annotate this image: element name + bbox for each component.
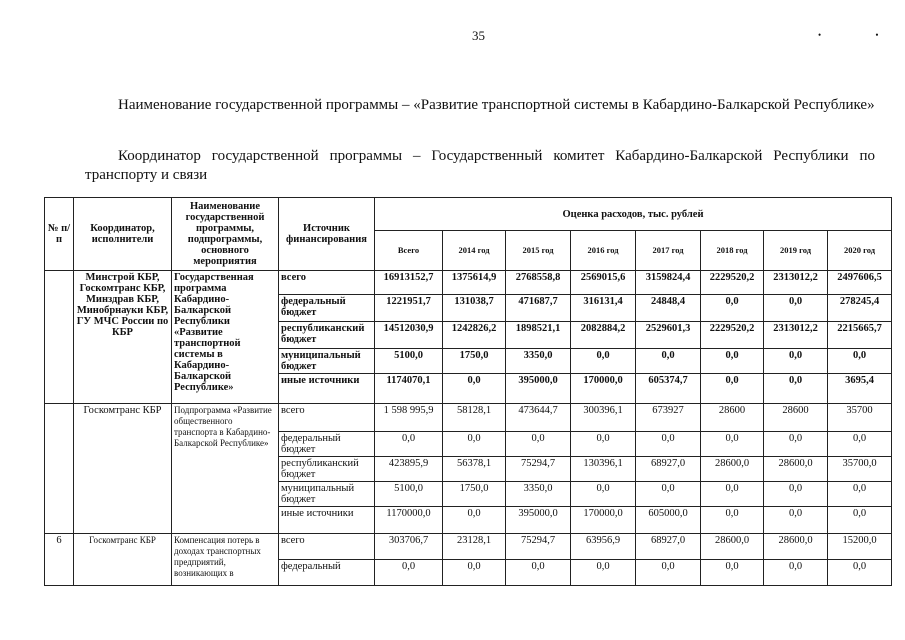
value-cell: 1170000,0 — [375, 507, 443, 534]
value-cell: 1750,0 — [443, 482, 506, 507]
value-cell: 471687,7 — [506, 295, 571, 322]
value-cell: 0,0 — [506, 432, 571, 457]
value-cell: 3695,4 — [828, 374, 892, 404]
value-cell: 28600,0 — [764, 457, 828, 482]
source-cell: федеральный бюджет — [279, 432, 375, 457]
value-cell: 56378,1 — [443, 457, 506, 482]
source-cell: муниципальный бюджет — [279, 349, 375, 374]
source-cell: муниципальный бюджет — [279, 482, 375, 507]
value-cell: 0,0 — [828, 482, 892, 507]
value-cell: 3350,0 — [506, 349, 571, 374]
value-cell: 473644,7 — [506, 404, 571, 432]
value-cell: 0,0 — [701, 432, 764, 457]
value-cell: 0,0 — [701, 374, 764, 404]
value-cell: 423895,9 — [375, 457, 443, 482]
value-cell: 0,0 — [764, 349, 828, 374]
value-cell: 1 598 995,9 — [375, 404, 443, 432]
header-program: Наименование государственной программы, подпрограммы, основного мероприятия — [172, 198, 279, 271]
header-year-2015: 2015 год — [506, 231, 571, 271]
value-cell: 0,0 — [828, 560, 892, 586]
value-cell: 35700,0 — [828, 457, 892, 482]
value-cell: 0,0 — [506, 560, 571, 586]
header-year-2014: 2014 год — [443, 231, 506, 271]
value-cell: 0,0 — [701, 482, 764, 507]
source-cell: республиканский бюджет — [279, 457, 375, 482]
value-cell: 0,0 — [701, 560, 764, 586]
value-cell: 0,0 — [443, 507, 506, 534]
value-cell: 2313012,2 — [764, 271, 828, 295]
value-cell: 303706,7 — [375, 534, 443, 560]
value-cell: 63956,9 — [571, 534, 636, 560]
value-cell: 75294,7 — [506, 534, 571, 560]
value-cell: 2229520,2 — [701, 271, 764, 295]
source-cell: всего — [279, 271, 375, 295]
header-year-total: Всего — [375, 231, 443, 271]
value-cell: 131038,7 — [443, 295, 506, 322]
value-cell: 1221951,7 — [375, 295, 443, 322]
value-cell: 3159824,4 — [636, 271, 701, 295]
value-cell: 3350,0 — [506, 482, 571, 507]
value-cell: 0,0 — [701, 507, 764, 534]
value-cell: 170000,0 — [571, 507, 636, 534]
value-cell: 2768558,8 — [506, 271, 571, 295]
value-cell: 68927,0 — [636, 457, 701, 482]
value-cell: 1898521,1 — [506, 322, 571, 349]
value-cell: 0,0 — [636, 560, 701, 586]
value-cell: 0,0 — [443, 432, 506, 457]
value-cell: 0,0 — [828, 507, 892, 534]
program-cell: Подпрограмма «Развитие общественного транспорта в Кабардино-Балкарской Республике» — [172, 404, 279, 534]
value-cell: 0,0 — [571, 560, 636, 586]
coordinator-cell: Минстрой КБР, Госкомтранс КБР, Минздрав КБР, Минобрнауки КБР, ГУ МЧС России по КБР — [74, 271, 172, 404]
source-cell: федеральный — [279, 560, 375, 586]
value-cell: 1242826,2 — [443, 322, 506, 349]
value-cell: 5100,0 — [375, 349, 443, 374]
table-row — [45, 271, 892, 295]
program-cell: Компенсация потерь в доходах транспортных предприятий, возникающих в — [172, 534, 279, 586]
source-cell: иные источники — [279, 374, 375, 404]
source-cell: федеральный бюджет — [279, 295, 375, 322]
table-row — [45, 404, 892, 432]
value-cell: 1750,0 — [443, 349, 506, 374]
value-cell: 0,0 — [764, 374, 828, 404]
value-cell: 2215665,7 — [828, 322, 892, 349]
table-row — [45, 534, 892, 560]
value-cell: 0,0 — [571, 482, 636, 507]
value-cell: 0,0 — [764, 560, 828, 586]
value-cell: 75294,7 — [506, 457, 571, 482]
source-cell: всего — [279, 534, 375, 560]
value-cell: 0,0 — [571, 432, 636, 457]
value-cell: 2082884,2 — [571, 322, 636, 349]
value-cell: 0,0 — [443, 374, 506, 404]
header-source: Источник финансирования — [279, 198, 375, 271]
value-cell: 23128,1 — [443, 534, 506, 560]
row-number: 6 — [45, 534, 74, 586]
value-cell: 605000,0 — [636, 507, 701, 534]
value-cell: 5100,0 — [375, 482, 443, 507]
header-num: № п/п — [45, 198, 74, 271]
value-cell: 0,0 — [701, 295, 764, 322]
value-cell: 0,0 — [571, 349, 636, 374]
value-cell: 58128,1 — [443, 404, 506, 432]
value-cell: 28600 — [701, 404, 764, 432]
header-year-2018: 2018 год — [701, 231, 764, 271]
value-cell: 16913152,7 — [375, 271, 443, 295]
source-cell: всего — [279, 404, 375, 432]
value-cell: 1174070,1 — [375, 374, 443, 404]
value-cell: 28600,0 — [701, 457, 764, 482]
value-cell: 278245,4 — [828, 295, 892, 322]
source-cell: иные источники — [279, 507, 375, 534]
page-number: 35 — [472, 28, 485, 43]
value-cell: 673927 — [636, 404, 701, 432]
value-cell: 395000,0 — [506, 374, 571, 404]
value-cell: 2497606,5 — [828, 271, 892, 295]
value-cell: 0,0 — [764, 507, 828, 534]
value-cell: 0,0 — [636, 432, 701, 457]
value-cell: 2569015,6 — [571, 271, 636, 295]
value-cell: 1375614,9 — [443, 271, 506, 295]
value-cell: 0,0 — [375, 560, 443, 586]
value-cell: 28600,0 — [701, 534, 764, 560]
program-cell: Государственная программа Кабардино-Балкарской Республики «Развитие транспортной системы в Кабардино-Балкарской Республике» — [172, 271, 279, 404]
value-cell: 2313012,2 — [764, 322, 828, 349]
value-cell: 0,0 — [443, 560, 506, 586]
header-year-2016: 2016 год — [571, 231, 636, 271]
value-cell: 28600,0 — [764, 534, 828, 560]
value-cell: 35700 — [828, 404, 892, 432]
value-cell: 0,0 — [636, 482, 701, 507]
value-cell: 0,0 — [375, 432, 443, 457]
value-cell: 300396,1 — [571, 404, 636, 432]
header-estimate: Оценка расходов, тыс. рублей — [375, 198, 892, 231]
value-cell: 0,0 — [764, 482, 828, 507]
budget-table — [44, 197, 892, 586]
value-cell: 170000,0 — [571, 374, 636, 404]
value-cell: 0,0 — [828, 349, 892, 374]
value-cell: 130396,1 — [571, 457, 636, 482]
value-cell: 0,0 — [636, 349, 701, 374]
header-year-2019: 2019 год — [764, 231, 828, 271]
value-cell: 0,0 — [701, 349, 764, 374]
coordinator-paragraph: Координатор государственной программы – Государственный комитет Кабардино-Балкарской Республики по транспорту и связи — [85, 148, 875, 183]
value-cell: 0,0 — [764, 295, 828, 322]
header-year-2017: 2017 год — [636, 231, 701, 271]
value-cell: 15200,0 — [828, 534, 892, 560]
source-cell: республиканский бюджет — [279, 322, 375, 349]
row-number — [45, 271, 74, 404]
value-cell: 24848,4 — [636, 295, 701, 322]
value-cell: 0,0 — [828, 432, 892, 457]
value-cell: 2529601,3 — [636, 322, 701, 349]
program-name-paragraph: Наименование государственной программы – «Развитие транспортной системы в Кабардино-Балкарской Республике» — [118, 97, 875, 113]
row-number — [45, 404, 74, 534]
corner-marks: • • — [818, 30, 905, 40]
value-cell: 2229520,2 — [701, 322, 764, 349]
value-cell: 28600 — [764, 404, 828, 432]
value-cell: 395000,0 — [506, 507, 571, 534]
value-cell: 316131,4 — [571, 295, 636, 322]
coordinator-cell: Госкомтранс КБР — [74, 404, 172, 534]
header-year-2020: 2020 год — [828, 231, 892, 271]
header-coordinator: Координатор, исполнители — [74, 198, 172, 271]
value-cell: 68927,0 — [636, 534, 701, 560]
value-cell: 0,0 — [764, 432, 828, 457]
value-cell: 14512030,9 — [375, 322, 443, 349]
value-cell: 605374,7 — [636, 374, 701, 404]
coordinator-cell: Госкомтранс КБР — [74, 534, 172, 586]
